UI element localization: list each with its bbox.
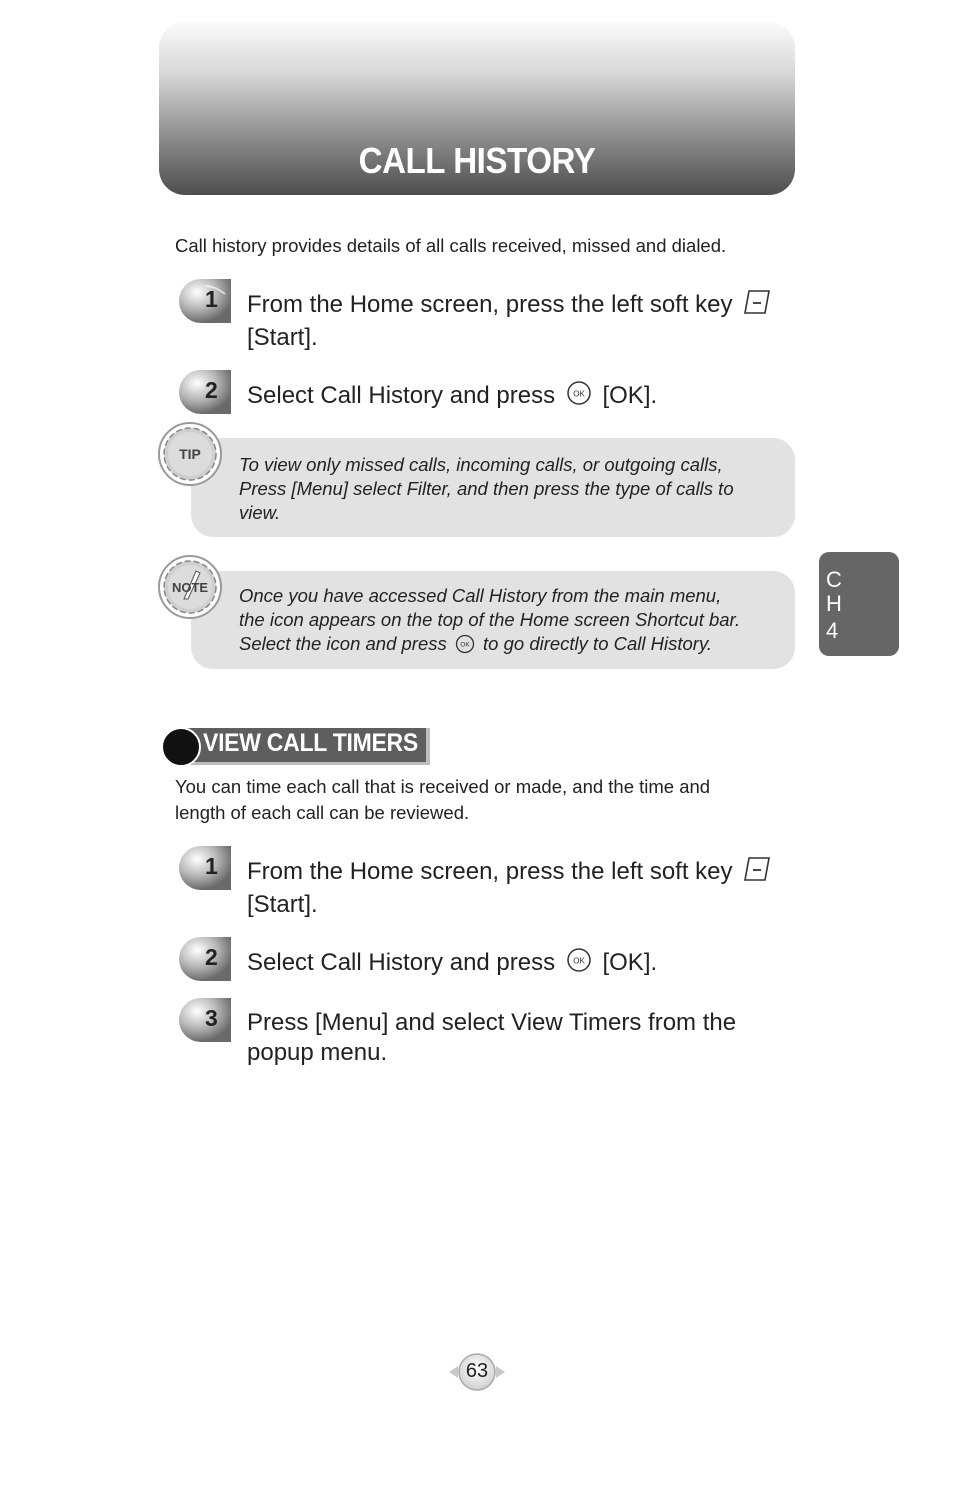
note-badge bbox=[158, 555, 222, 619]
tip-text bbox=[239, 453, 784, 525]
step-text bbox=[247, 380, 807, 414]
step-text bbox=[247, 1008, 807, 1068]
section-intro-line: You can time each call that is received or made, and the time and bbox=[175, 776, 711, 797]
tip-line: Press [Menu] select Filter, and then press the type of calls to bbox=[239, 478, 734, 499]
step-text-line2: [Start]. bbox=[247, 324, 318, 351]
step-text-line2: [Start]. bbox=[247, 891, 318, 918]
tip-line: To view only missed calls, incoming calls, or outgoing calls, bbox=[239, 454, 723, 475]
svg-text:OK: OK bbox=[460, 641, 470, 649]
tip-badge-label: TIP bbox=[179, 446, 201, 462]
tip-line: view. bbox=[239, 502, 281, 523]
note-badge-label: NOTE bbox=[171, 580, 209, 595]
step-text-before: Select Call History and press bbox=[247, 382, 556, 409]
note-line: the icon appears on the top of the Home screen Shortcut bar. bbox=[239, 609, 741, 630]
step-bullet bbox=[175, 936, 233, 982]
section-title: VIEW CALL TIMERS bbox=[203, 729, 418, 757]
step-bullet bbox=[175, 997, 233, 1043]
section-intro-line: length of each call can be reviewed. bbox=[175, 802, 470, 823]
section-intro bbox=[175, 774, 795, 826]
note-line: Select the icon and press OK to go directly to Call History. bbox=[239, 632, 789, 660]
step-bullet bbox=[175, 278, 233, 324]
intro-text: Call history provides details of all calls received, missed and dialed. bbox=[175, 235, 727, 256]
tip-badge bbox=[158, 422, 222, 486]
step-text bbox=[247, 947, 807, 981]
section-bullet-icon bbox=[161, 727, 201, 767]
step-bullet bbox=[175, 845, 233, 891]
page-title: CALL HISTORY bbox=[358, 140, 596, 181]
step-number: 1 bbox=[205, 853, 218, 879]
note-line: Once you have accessed Call History from the main menu, bbox=[239, 585, 722, 606]
ok-key-icon bbox=[566, 380, 592, 414]
svg-text:OK: OK bbox=[573, 956, 585, 966]
step-text-before: Select Call History and press bbox=[247, 949, 556, 976]
step-text-after: [OK]. bbox=[602, 382, 658, 409]
note-text bbox=[239, 584, 789, 660]
step-text bbox=[247, 856, 807, 920]
step-text-line1: From the Home screen, press the left soft key bbox=[247, 291, 733, 318]
svg-text:OK: OK bbox=[573, 389, 585, 399]
chapter-tab-letter: H bbox=[826, 591, 842, 616]
step-text-line2: popup menu. bbox=[247, 1039, 388, 1066]
step-number: 2 bbox=[205, 944, 218, 970]
page-number: 63 bbox=[465, 1360, 489, 1382]
step-text bbox=[247, 289, 807, 353]
chapter-tab-letter: 4 bbox=[826, 618, 839, 643]
ok-key-icon bbox=[566, 947, 592, 981]
left-soft-key-icon bbox=[743, 856, 771, 890]
left-soft-key-icon bbox=[743, 289, 771, 323]
step-text-after: [OK]. bbox=[602, 949, 658, 976]
step-number: 2 bbox=[205, 377, 218, 403]
step-text-line1: Press [Menu] and select View Timers from the bbox=[247, 1009, 737, 1036]
step-bullet bbox=[175, 369, 233, 415]
step-number: 1 bbox=[205, 286, 218, 312]
chapter-tab-letter: C bbox=[826, 567, 842, 592]
step-number: 3 bbox=[205, 1005, 218, 1031]
step-text-line1: From the Home screen, press the left soft key bbox=[247, 858, 733, 885]
ok-key-icon bbox=[455, 634, 475, 660]
